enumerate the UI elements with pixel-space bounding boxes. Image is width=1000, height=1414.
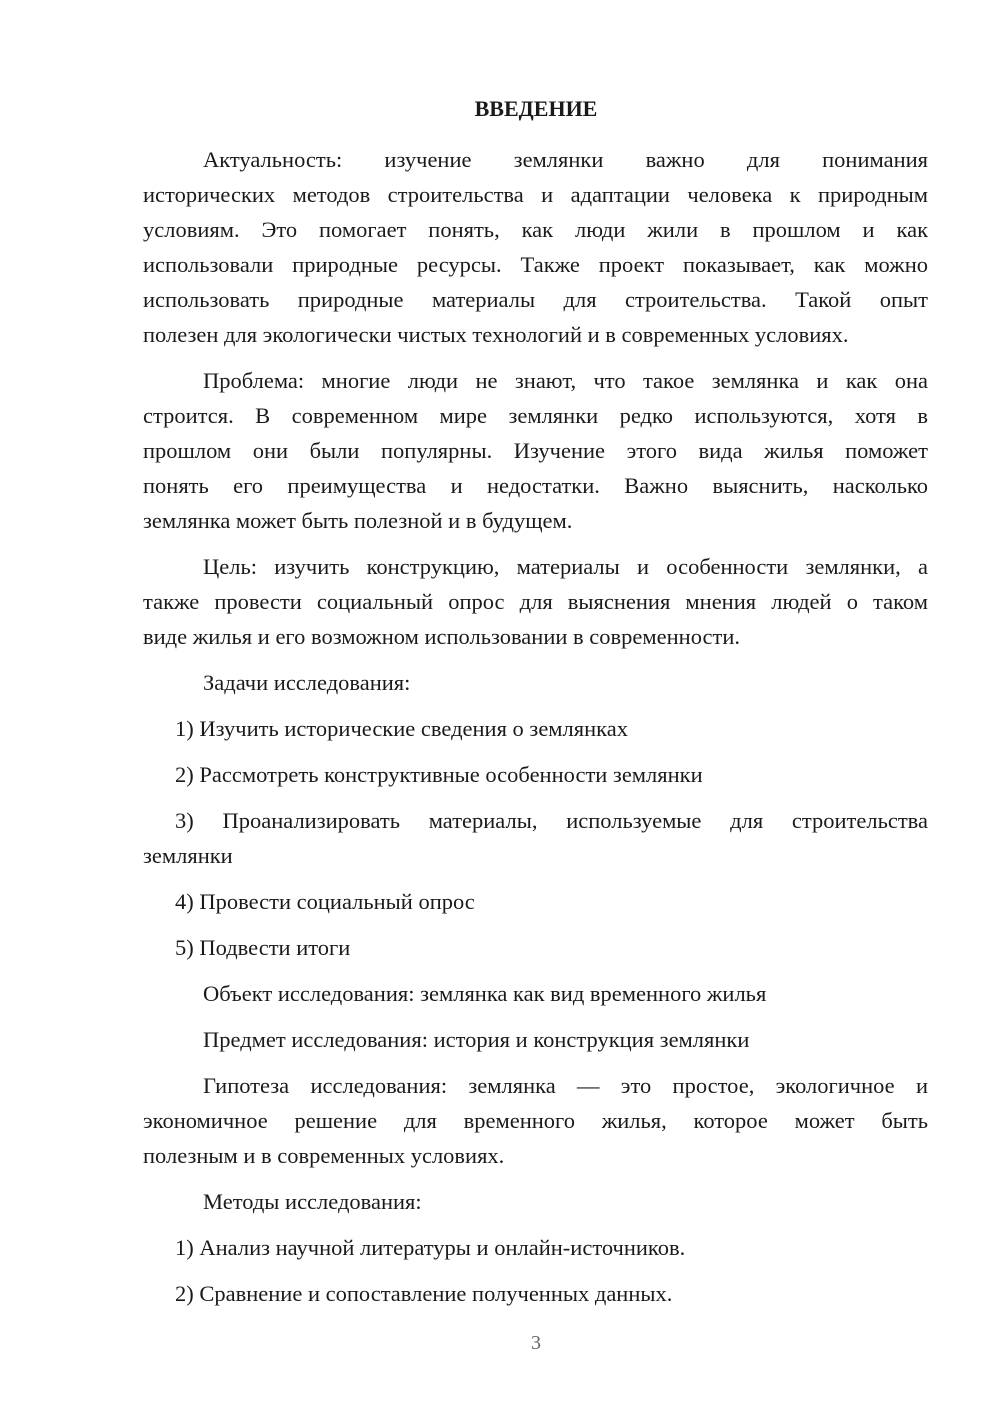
text-line: Проблема: многие люди не знают, что такое землянка и как она <box>203 368 928 393</box>
paragraph <box>143 142 928 352</box>
text-line: экономичное решение для временного жилья, которое может быть <box>143 1108 928 1133</box>
list-item <box>143 803 928 873</box>
text-line: Гипотеза исследования: землянка — это простое, экологичное и <box>203 1073 928 1098</box>
text-line: 1) Изучить исторические сведения о землянках <box>175 716 628 741</box>
text-line: Методы исследования: <box>203 1189 422 1214</box>
paragraph <box>143 363 928 538</box>
page-number: 3 <box>531 1332 541 1354</box>
text-line: виде жилья и его возможном использовании в современности. <box>143 624 740 649</box>
text-line: Задачи исследования: <box>203 670 411 695</box>
list-item <box>143 1276 928 1311</box>
text-line: землянки <box>143 843 233 868</box>
list-item <box>143 930 928 965</box>
text-line: использовать природные материалы для строительства. Такой опыт <box>143 287 928 312</box>
text-line: условиям. Это помогает понять, как люди жили в прошлом и как <box>143 217 928 242</box>
text-line: полезен для экологически чистых технологий и в современных условиях. <box>143 322 849 347</box>
text-line: строится. В современном мире землянки редко используются, хотя в <box>143 403 928 428</box>
list-item <box>143 884 928 919</box>
text-line: 5) Подвести итоги <box>175 935 351 960</box>
text-line: 1) Анализ научной литературы и онлайн-источников. <box>175 1235 686 1260</box>
list-item <box>143 711 928 746</box>
text-line: 2) Рассмотреть конструктивные особенности землянки <box>175 762 703 787</box>
text-line: землянка может быть полезной и в будущем. <box>143 508 573 533</box>
text-line: Цель: изучить конструкцию, материалы и особенности землянки, а <box>203 554 928 579</box>
text-line: 2) Сравнение и сопоставление полученных данных. <box>175 1281 673 1306</box>
text-line: 4) Провести социальный опрос <box>175 889 475 914</box>
document-body <box>143 142 928 1322</box>
text-line: Объект исследования: землянка как вид временного жилья <box>203 981 767 1006</box>
paragraph <box>143 549 928 654</box>
list-item <box>143 1230 928 1265</box>
text-line: 3) Проанализировать материалы, используемые для строительства <box>175 808 928 833</box>
paragraph <box>143 665 928 700</box>
text-line: использовали природные ресурсы. Также проект показывает, как можно <box>143 252 928 277</box>
text-line: полезным и в современных условиях. <box>143 1143 505 1168</box>
text-line: прошлом они были популярны. Изучение этого вида жилья поможет <box>143 438 928 463</box>
text-line: также провести социальный опрос для выяснения мнения людей о таком <box>143 589 928 614</box>
paragraph <box>143 1068 928 1173</box>
text-line: исторических методов строительства и адаптации человека к природным <box>143 182 928 207</box>
text-line: Предмет исследования: история и конструкция землянки <box>203 1027 750 1052</box>
text-line: Актуальность: изучение землянки важно для понимания <box>203 147 928 172</box>
paragraph <box>143 1022 928 1057</box>
text-line: понять его преимущества и недостатки. Важно выяснить, насколько <box>143 473 928 498</box>
paragraph <box>143 976 928 1011</box>
page-title: ВВЕДЕНИЕ <box>474 96 598 121</box>
paragraph <box>143 1184 928 1219</box>
list-item <box>143 757 928 792</box>
